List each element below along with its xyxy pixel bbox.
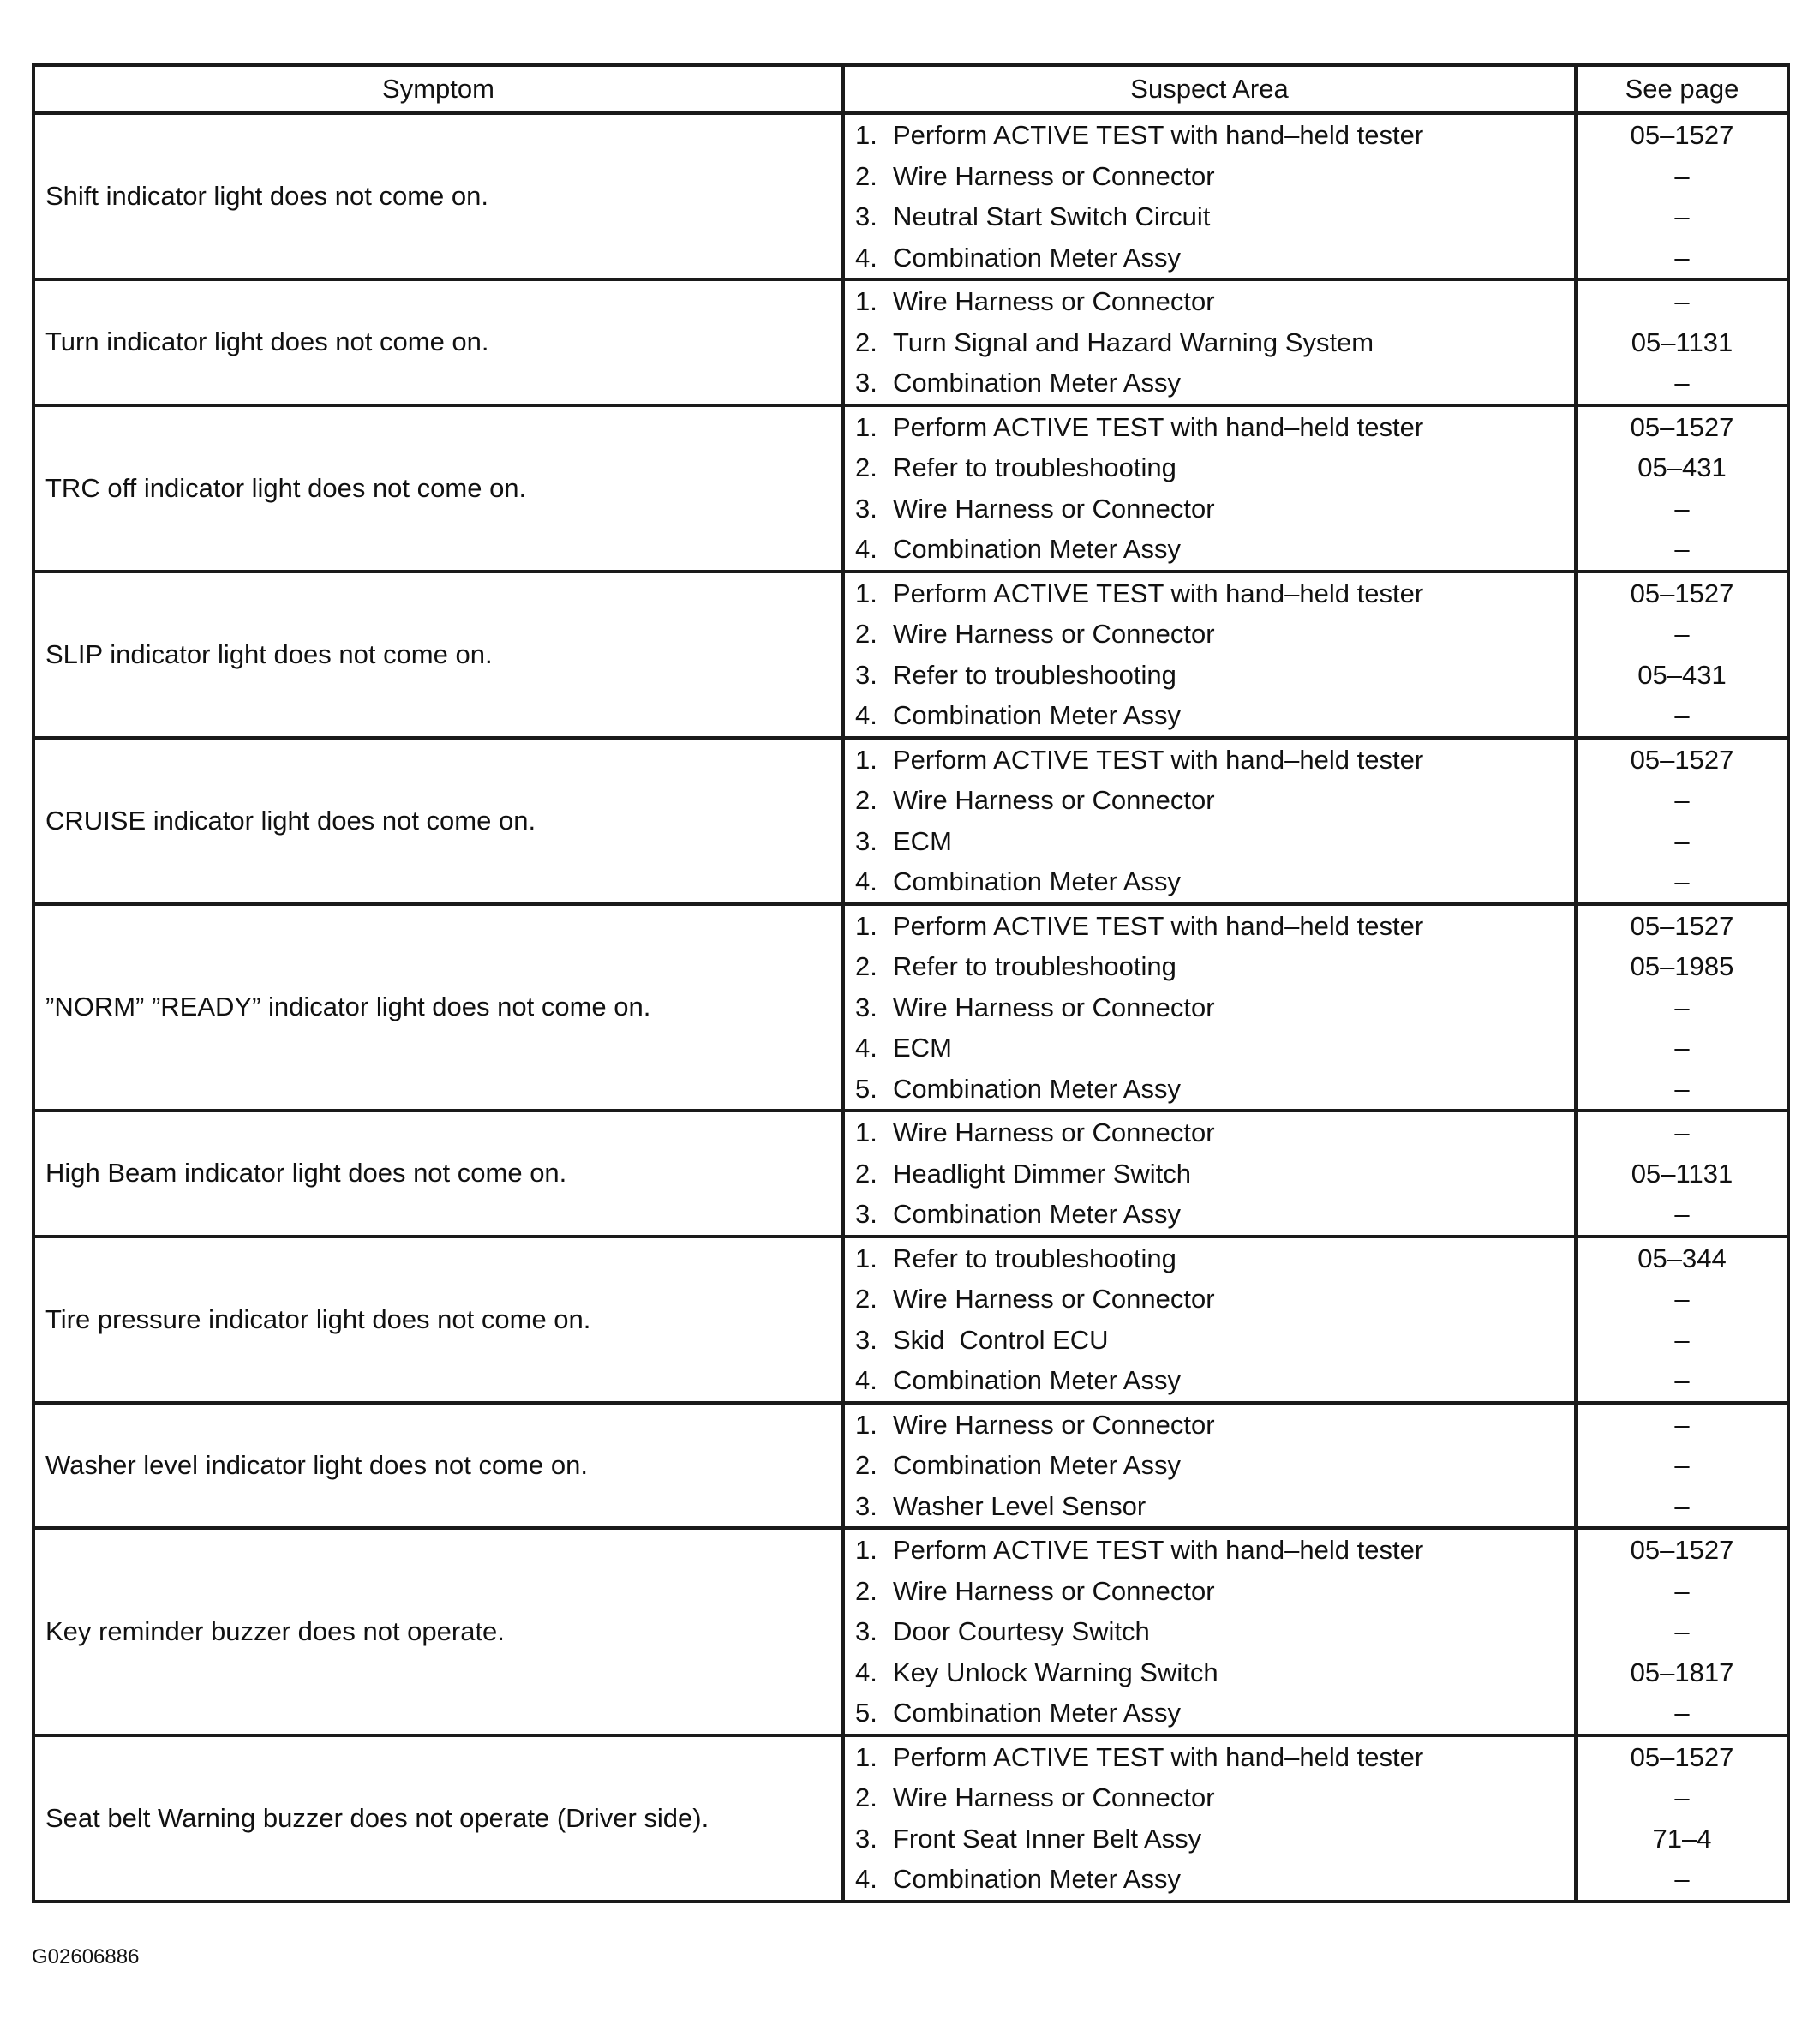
item-number: 3. bbox=[855, 368, 877, 398]
table-row bbox=[33, 1528, 1788, 1735]
suspect-area-item bbox=[855, 237, 1574, 279]
item-number: 5. bbox=[855, 1698, 877, 1728]
item-number: 4. bbox=[855, 534, 877, 564]
item-area-text: Wire Harness or Connector bbox=[893, 785, 1215, 815]
table-header-row bbox=[33, 65, 1788, 113]
suspect-area-item bbox=[855, 1153, 1574, 1195]
see-page-cell bbox=[1576, 904, 1788, 1111]
suspect-area-item bbox=[855, 695, 1574, 736]
item-area-text: Combination Meter Assy bbox=[893, 1450, 1181, 1480]
suspect-area-item bbox=[855, 946, 1574, 987]
item-number: 2. bbox=[855, 1284, 877, 1314]
table-row bbox=[33, 1237, 1788, 1403]
item-area-text: Perform ACTIVE TEST with hand–held tester bbox=[893, 744, 1424, 775]
see-page-value: 05–1131 bbox=[1631, 1158, 1733, 1189]
suspect-area-item bbox=[855, 529, 1574, 570]
see-page-value: – bbox=[1674, 1450, 1690, 1480]
suspect-area-item bbox=[855, 573, 1574, 614]
suspect-area-item bbox=[855, 1069, 1574, 1110]
item-area-text: Refer to troubleshooting bbox=[893, 951, 1176, 981]
item-number: 4. bbox=[855, 1033, 877, 1063]
item-area-text: Wire Harness or Connector bbox=[893, 160, 1215, 191]
item-area-text: Refer to troubleshooting bbox=[893, 659, 1176, 690]
symptom-cell: Shift indicator light does not come on. bbox=[33, 113, 843, 279]
see-page-value: – bbox=[1674, 1616, 1690, 1646]
see-page-value: – bbox=[1674, 825, 1690, 856]
item-area-text: Wire Harness or Connector bbox=[893, 992, 1215, 1022]
see-page-value: 05–431 bbox=[1637, 659, 1727, 690]
see-page-value: – bbox=[1674, 1199, 1690, 1229]
item-number: 4. bbox=[855, 242, 877, 273]
suspect-area-item bbox=[855, 1194, 1574, 1235]
see-page-value: – bbox=[1674, 1782, 1690, 1812]
see-page-value: – bbox=[1674, 1033, 1690, 1063]
suspect-area-item bbox=[855, 1112, 1574, 1153]
suspect-area-item bbox=[855, 1360, 1574, 1401]
table-row bbox=[33, 1111, 1788, 1237]
suspect-area-item bbox=[855, 1279, 1574, 1320]
see-page-value: – bbox=[1674, 1864, 1690, 1894]
table-body bbox=[33, 113, 1788, 1902]
symptom-cell: Seat belt Warning buzzer does not operate (Driver side). bbox=[33, 1735, 843, 1902]
suspect-area-item bbox=[855, 1405, 1574, 1446]
suspect-area-item bbox=[855, 322, 1574, 363]
item-number: 1. bbox=[855, 1117, 877, 1147]
see-page-value: – bbox=[1674, 1284, 1690, 1314]
suspect-area-item bbox=[855, 196, 1574, 237]
item-area-text: Key Unlock Warning Switch bbox=[893, 1657, 1218, 1687]
see-page-cell bbox=[1576, 405, 1788, 572]
item-number: 3. bbox=[855, 825, 877, 856]
item-number: 1. bbox=[855, 120, 877, 150]
item-area-text: Perform ACTIVE TEST with hand–held tester bbox=[893, 910, 1424, 941]
see-page-value: 05–1527 bbox=[1630, 120, 1734, 150]
suspect-area-item bbox=[855, 740, 1574, 781]
item-area-text: Wire Harness or Connector bbox=[893, 1575, 1215, 1606]
item-area-text: Refer to troubleshooting bbox=[893, 1243, 1176, 1273]
suspect-area-cell bbox=[843, 904, 1576, 1111]
table-row bbox=[33, 904, 1788, 1111]
see-page-value: – bbox=[1674, 493, 1690, 524]
symptom-cell: CRUISE indicator light does not come on. bbox=[33, 738, 843, 904]
suspect-area-item bbox=[855, 447, 1574, 488]
item-area-text: Turn Signal and Hazard Warning System bbox=[893, 327, 1374, 357]
suspect-area-cell bbox=[843, 738, 1576, 904]
figure-code: G02606886 bbox=[32, 1945, 140, 1968]
suspect-area-cell bbox=[843, 405, 1576, 572]
item-area-text: Headlight Dimmer Switch bbox=[893, 1158, 1191, 1189]
item-number: 3. bbox=[855, 1616, 877, 1646]
symptom-cell: Tire pressure indicator light does not come on. bbox=[33, 1237, 843, 1403]
item-number: 1. bbox=[855, 910, 877, 941]
suspect-area-item bbox=[855, 281, 1574, 322]
troubleshooting-table bbox=[32, 63, 1790, 1903]
item-number: 3. bbox=[855, 1823, 877, 1854]
see-page-value: 71–4 bbox=[1652, 1823, 1712, 1854]
item-area-text: Combination Meter Assy bbox=[893, 1073, 1181, 1104]
header-symptom: Symptom bbox=[33, 65, 843, 113]
item-number: 1. bbox=[855, 411, 877, 442]
item-area-text: Wire Harness or Connector bbox=[893, 1284, 1215, 1314]
symptom-cell: ”NORM” ”READY” indicator light does not come on. bbox=[33, 904, 843, 1111]
suspect-area-item bbox=[855, 1737, 1574, 1778]
see-page-value: – bbox=[1674, 534, 1690, 564]
item-number: 2. bbox=[855, 1575, 877, 1606]
item-area-text: Perform ACTIVE TEST with hand–held tester bbox=[893, 411, 1424, 442]
suspect-area-cell bbox=[843, 1528, 1576, 1735]
item-area-text: Wire Harness or Connector bbox=[893, 286, 1215, 316]
table-row bbox=[33, 1403, 1788, 1529]
item-number: 3. bbox=[855, 659, 877, 690]
suspect-area-cell bbox=[843, 1111, 1576, 1237]
item-area-text: Combination Meter Assy bbox=[893, 1199, 1181, 1229]
item-area-text: Door Courtesy Switch bbox=[893, 1616, 1150, 1646]
table-row bbox=[33, 279, 1788, 405]
suspect-area-cell bbox=[843, 1403, 1576, 1529]
see-page-value: 05–431 bbox=[1637, 452, 1727, 482]
see-page-value: – bbox=[1674, 160, 1690, 191]
suspect-area-item bbox=[855, 1818, 1574, 1860]
item-number: 2. bbox=[855, 160, 877, 191]
see-page-cell bbox=[1576, 1403, 1788, 1529]
item-number: 4. bbox=[855, 700, 877, 730]
item-area-text: Skid Control ECU bbox=[893, 1324, 1109, 1355]
item-area-text: Neutral Start Switch Circuit bbox=[893, 201, 1211, 231]
suspect-area-item bbox=[855, 1238, 1574, 1279]
see-page-value: – bbox=[1674, 866, 1690, 896]
suspect-area-cell bbox=[843, 1237, 1576, 1403]
item-number: 2. bbox=[855, 327, 877, 357]
see-page-cell bbox=[1576, 279, 1788, 405]
suspect-area-item bbox=[855, 1530, 1574, 1571]
see-page-cell bbox=[1576, 1111, 1788, 1237]
see-page-value: 05–1527 bbox=[1630, 411, 1734, 442]
item-area-text: Combination Meter Assy bbox=[893, 534, 1181, 564]
header-see-page: See page bbox=[1576, 65, 1788, 113]
suspect-area-item bbox=[855, 1611, 1574, 1652]
symptom-cell: Washer level indicator light does not come on. bbox=[33, 1403, 843, 1529]
item-area-text: Combination Meter Assy bbox=[893, 368, 1181, 398]
item-number: 2. bbox=[855, 1450, 877, 1480]
item-area-text: Wire Harness or Connector bbox=[893, 1782, 1215, 1812]
table-row bbox=[33, 572, 1788, 738]
item-number: 4. bbox=[855, 1864, 877, 1894]
item-number: 2. bbox=[855, 1782, 877, 1812]
item-area-text: Combination Meter Assy bbox=[893, 242, 1181, 273]
item-area-text: Perform ACTIVE TEST with hand–held tester bbox=[893, 120, 1424, 150]
suspect-area-item bbox=[855, 407, 1574, 448]
item-number: 3. bbox=[855, 201, 877, 231]
item-number: 3. bbox=[855, 1199, 877, 1229]
item-area-text: Combination Meter Assy bbox=[893, 1864, 1181, 1894]
item-number: 1. bbox=[855, 578, 877, 608]
item-number: 4. bbox=[855, 1657, 877, 1687]
item-area-text: Perform ACTIVE TEST with hand–held tester bbox=[893, 578, 1424, 608]
see-page-value: – bbox=[1674, 286, 1690, 316]
see-page-value: – bbox=[1674, 1575, 1690, 1606]
item-number: 2. bbox=[855, 1158, 877, 1189]
item-area-text: Washer Level Sensor bbox=[893, 1490, 1146, 1521]
item-area-text: Perform ACTIVE TEST with hand–held tester bbox=[893, 1535, 1424, 1565]
see-page-value: – bbox=[1674, 201, 1690, 231]
see-page-value: – bbox=[1674, 700, 1690, 730]
suspect-area-cell bbox=[843, 113, 1576, 279]
table-row bbox=[33, 738, 1788, 904]
suspect-area-cell bbox=[843, 572, 1576, 738]
see-page-cell bbox=[1576, 1528, 1788, 1735]
see-page-value: 05–1527 bbox=[1630, 1535, 1734, 1565]
item-number: 4. bbox=[855, 1365, 877, 1395]
header-suspect-area: Suspect Area bbox=[843, 65, 1576, 113]
item-number: 3. bbox=[855, 992, 877, 1022]
see-page-value: 05–1985 bbox=[1630, 951, 1734, 981]
see-page-value: – bbox=[1674, 1324, 1690, 1355]
suspect-area-item bbox=[855, 1652, 1574, 1693]
see-page-value: 05–344 bbox=[1637, 1243, 1727, 1273]
suspect-area-item bbox=[855, 906, 1574, 947]
suspect-area-item bbox=[855, 488, 1574, 530]
see-page-value: – bbox=[1674, 368, 1690, 398]
symptom-cell: Turn indicator light does not come on. bbox=[33, 279, 843, 405]
suspect-area-item bbox=[855, 115, 1574, 156]
see-page-value: 05–1527 bbox=[1630, 910, 1734, 941]
suspect-area-cell bbox=[843, 279, 1576, 405]
see-page-value: – bbox=[1674, 785, 1690, 815]
item-area-text: Wire Harness or Connector bbox=[893, 1409, 1215, 1440]
see-page-value: – bbox=[1674, 992, 1690, 1022]
item-number: 3. bbox=[855, 493, 877, 524]
see-page-value: – bbox=[1674, 1409, 1690, 1440]
suspect-area-item bbox=[855, 780, 1574, 821]
symptom-cell: TRC off indicator light does not come on. bbox=[33, 405, 843, 572]
symptom-cell: High Beam indicator light does not come on. bbox=[33, 1111, 843, 1237]
suspect-area-item bbox=[855, 821, 1574, 862]
item-number: 1. bbox=[855, 1243, 877, 1273]
item-number: 2. bbox=[855, 951, 877, 981]
see-page-value: – bbox=[1674, 1365, 1690, 1395]
suspect-area-item bbox=[855, 1027, 1574, 1069]
item-number: 3. bbox=[855, 1490, 877, 1521]
item-area-text: Wire Harness or Connector bbox=[893, 493, 1215, 524]
item-number: 1. bbox=[855, 1741, 877, 1772]
see-page-cell bbox=[1576, 113, 1788, 279]
item-area-text: Combination Meter Assy bbox=[893, 866, 1181, 896]
see-page-cell bbox=[1576, 738, 1788, 904]
symptom-cell: SLIP indicator light does not come on. bbox=[33, 572, 843, 738]
suspect-area-item bbox=[855, 987, 1574, 1028]
table-row bbox=[33, 405, 1788, 572]
see-page-value: 05–1131 bbox=[1631, 327, 1733, 357]
item-number: 1. bbox=[855, 744, 877, 775]
suspect-area-item bbox=[855, 1693, 1574, 1734]
item-area-text: ECM bbox=[893, 1033, 952, 1063]
see-page-cell bbox=[1576, 572, 1788, 738]
suspect-area-item bbox=[855, 861, 1574, 902]
see-page-value: 05–1817 bbox=[1630, 1657, 1734, 1687]
suspect-area-item bbox=[855, 1777, 1574, 1818]
item-area-text: Refer to troubleshooting bbox=[893, 452, 1176, 482]
item-area-text: Wire Harness or Connector bbox=[893, 1117, 1215, 1147]
suspect-area-item bbox=[855, 1486, 1574, 1527]
see-page-cell bbox=[1576, 1735, 1788, 1902]
item-number: 2. bbox=[855, 619, 877, 649]
table-row bbox=[33, 113, 1788, 279]
see-page-cell bbox=[1576, 1237, 1788, 1403]
see-page-value: 05–1527 bbox=[1630, 744, 1734, 775]
item-area-text: Perform ACTIVE TEST with hand–held tester bbox=[893, 1741, 1424, 1772]
suspect-area-item bbox=[855, 1320, 1574, 1361]
item-number: 2. bbox=[855, 452, 877, 482]
table-row bbox=[33, 1735, 1788, 1902]
suspect-area-item bbox=[855, 1445, 1574, 1486]
suspect-area-item bbox=[855, 655, 1574, 696]
symptom-cell: Key reminder buzzer does not operate. bbox=[33, 1528, 843, 1735]
item-number: 2. bbox=[855, 785, 877, 815]
suspect-area-item bbox=[855, 362, 1574, 404]
see-page-value: – bbox=[1674, 1117, 1690, 1147]
see-page-value: – bbox=[1674, 1490, 1690, 1521]
item-area-text: Combination Meter Assy bbox=[893, 700, 1181, 730]
item-area-text: Combination Meter Assy bbox=[893, 1698, 1181, 1728]
see-page-value: – bbox=[1674, 619, 1690, 649]
see-page-value: – bbox=[1674, 1698, 1690, 1728]
see-page-value: 05–1527 bbox=[1630, 1741, 1734, 1772]
item-number: 1. bbox=[855, 1409, 877, 1440]
suspect-area-item bbox=[855, 1571, 1574, 1612]
item-number: 3. bbox=[855, 1324, 877, 1355]
see-page-value: – bbox=[1674, 242, 1690, 273]
item-area-text: Wire Harness or Connector bbox=[893, 619, 1215, 649]
item-number: 1. bbox=[855, 1535, 877, 1565]
suspect-area-cell bbox=[843, 1735, 1576, 1902]
item-number: 5. bbox=[855, 1073, 877, 1104]
item-area-text: Front Seat Inner Belt Assy bbox=[893, 1823, 1202, 1854]
item-number: 1. bbox=[855, 286, 877, 316]
suspect-area-item bbox=[855, 156, 1574, 197]
suspect-area-item bbox=[855, 1859, 1574, 1900]
item-area-text: ECM bbox=[893, 825, 952, 856]
see-page-value: – bbox=[1674, 1073, 1690, 1104]
suspect-area-item bbox=[855, 614, 1574, 655]
see-page-value: 05–1527 bbox=[1630, 578, 1734, 608]
item-area-text: Combination Meter Assy bbox=[893, 1365, 1181, 1395]
item-number: 4. bbox=[855, 866, 877, 896]
